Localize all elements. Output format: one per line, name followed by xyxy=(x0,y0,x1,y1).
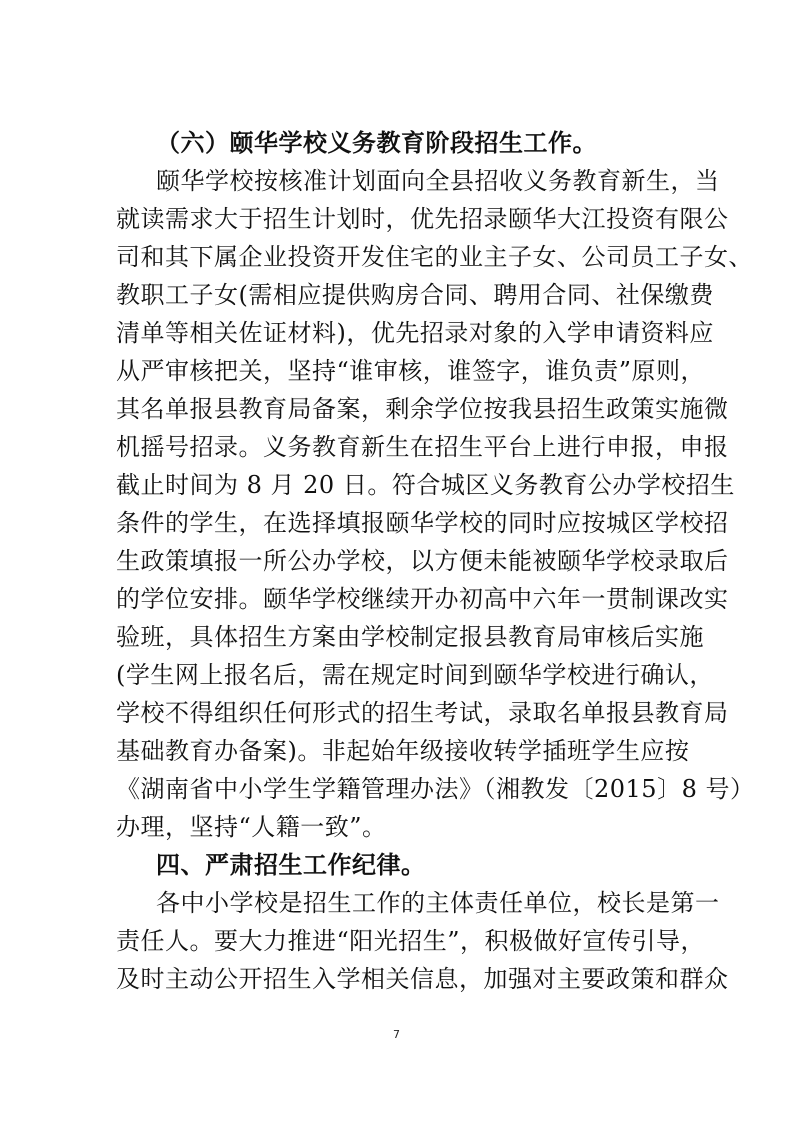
paragraph-line: 及时主动公开招生入学相关信息，加强对主要政策和群众 xyxy=(116,965,729,993)
paragraph-line: 截止时间为 8 月 20 日。符合城区义务教育公办学校招生 xyxy=(116,471,735,499)
paragraph-line: 《湖南省中小学生学籍管理办法》（湘教发〔2015〕8 号） xyxy=(116,775,755,803)
paragraph-line: 机摇号招录。义务教育新生在招生平台上进行申报，申报 xyxy=(116,433,729,461)
paragraph-line: 基础教育办备案)。非起始年级接收转学插班学生应按 xyxy=(116,737,690,765)
paragraph-line: 颐华学校按核准计划面向全县招收义务教育新生，当 xyxy=(156,167,720,195)
paragraph-line: 办理，坚持“人籍一致”。 xyxy=(116,813,387,841)
paragraph-line: 责任人。要大力推进“阳光招生”，积极做好宣传引导， xyxy=(116,927,706,955)
paragraph-line: 其名单报县教育局备案，剩余学位按我县招生政策实施微 xyxy=(116,395,729,423)
paragraph-line: 教职工子女(需相应提供购房合同、聘用合同、社保缴费 xyxy=(116,281,714,309)
paragraph-line: 各中小学校是招生工作的主体责任单位，校长是第一 xyxy=(156,889,720,917)
page-number: 7 xyxy=(393,1028,400,1041)
paragraph-line: 就读需求大于招生计划时，优先招录颐华大江投资有限公 xyxy=(116,205,729,233)
section-heading-six: （六）颐华学校义务教育阶段招生工作。 xyxy=(156,128,597,157)
paragraph-line: 生政策填报一所公办学校，以方便未能被颐华学校录取后 xyxy=(116,547,729,575)
paragraph-line: 清单等相关佐证材料)，优先招录对象的入学申请资料应 xyxy=(116,319,714,347)
paragraph-line: 条件的学生，在选择填报颐华学校的同时应按城区学校招 xyxy=(116,509,729,537)
paragraph-line: 验班，具体招生方案由学校制定报县教育局审核后实施 xyxy=(116,623,704,651)
paragraph-line: 的学位安排。颐华学校继续开办初高中六年一贯制课改实 xyxy=(116,585,729,613)
section-heading-four: 四、严肃招生工作纪律。 xyxy=(156,850,426,879)
paragraph-line: 从严审核把关，坚持“谁审核，谁签字，谁负责”原则， xyxy=(116,357,706,385)
paragraph-line: (学生网上报名后，需在规定时间到颐华学校进行确认， xyxy=(116,661,714,689)
paragraph-line: 学校不得组织任何形式的招生考试，录取名单报县教育局 xyxy=(116,699,729,727)
paragraph-line: 司和其下属企业投资开发住宅的业主子女、公司员工子女、 xyxy=(116,243,753,271)
